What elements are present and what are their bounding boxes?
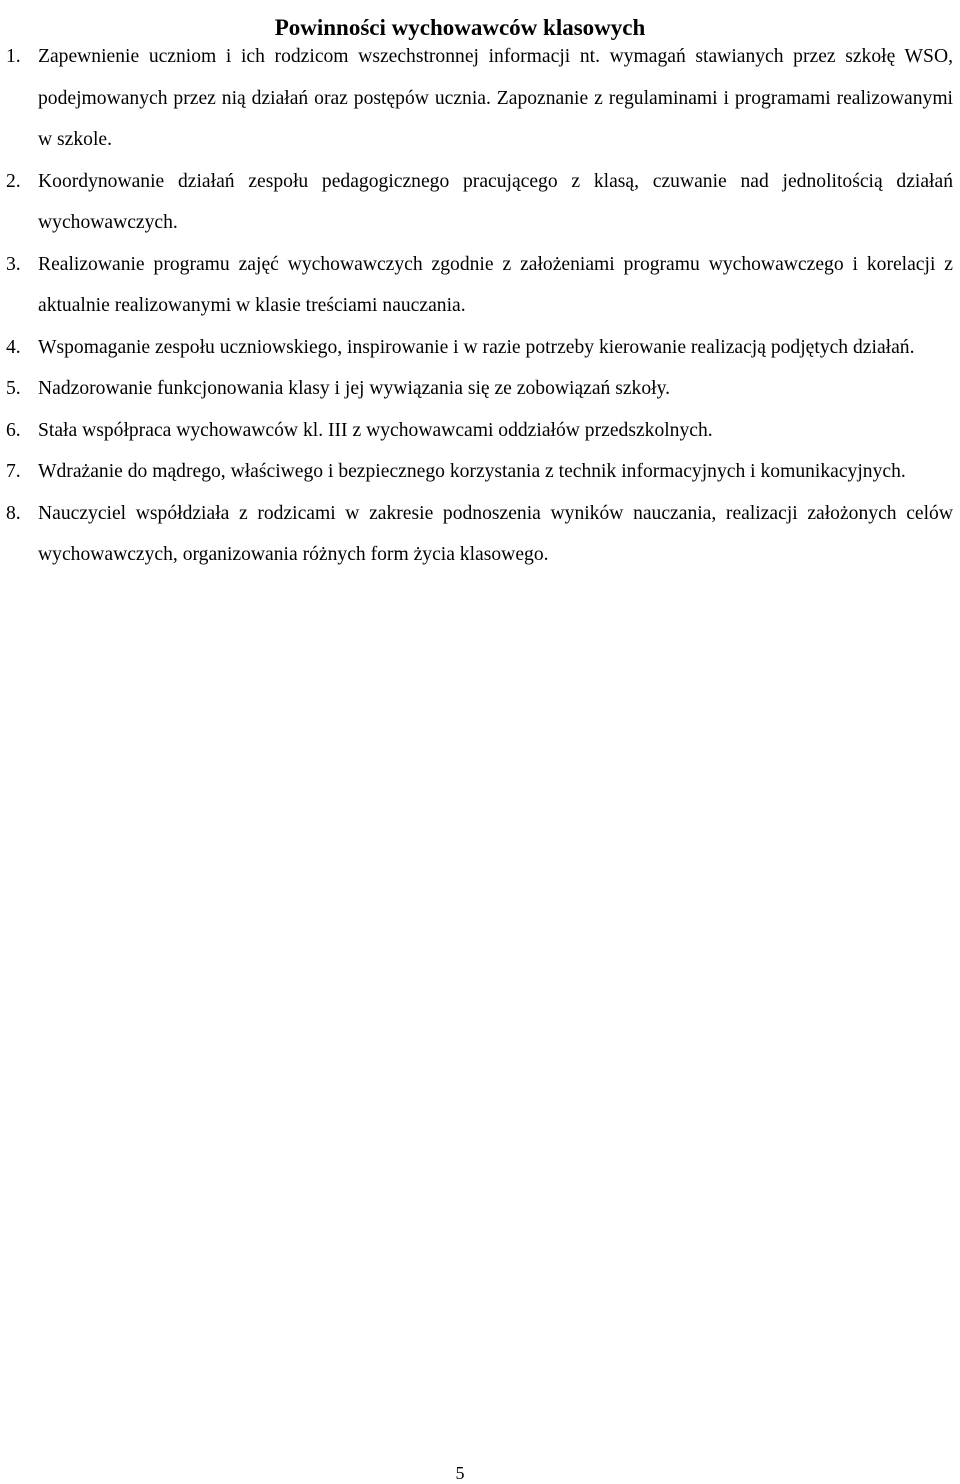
list-item: [0, 36, 960, 161]
item-number: 4.: [6, 336, 21, 358]
item-text: Realizowanie programu zajęć wychowawczych zgodnie z założeniami programu wychowawczego i korelacji z aktualnie realizowanymi w klasie treściami nauczania.: [38, 253, 953, 316]
list-item: [0, 410, 960, 452]
list-item: [0, 451, 960, 493]
page-number: 5: [455, 1463, 465, 1483]
list-item: [0, 161, 960, 244]
item-number: 5.: [6, 378, 21, 399]
item-number: 7.: [6, 461, 21, 482]
duties-list: [0, 36, 960, 576]
item-text: Nauczyciel współdziała z rodzicami w zakresie podnoszenia wyników nauczania, realizacji założonych celów wychowawczych, organizowania różnych form życia klasowego.: [38, 502, 953, 565]
list-item: [0, 493, 960, 576]
list-item: [0, 244, 960, 327]
item-text: Koordynowanie działań zespołu pedagogicznego pracującego z klasą, czuwanie nad jednolitością działań wychowawczych.: [38, 170, 953, 233]
item-text: Wspomaganie zespołu uczniowskiego, inspirowanie i w razie potrzeby kierowanie realizacją podjętych działań.: [38, 336, 915, 358]
item-text: Stała współpraca wychowawców kl. III z wychowawcami oddziałów przedszkolnych.: [38, 419, 713, 441]
item-number: 8.: [6, 502, 21, 524]
list-item: [0, 327, 960, 369]
item-number: 3.: [6, 253, 21, 275]
page-title: Powinności wychowawców klasowych: [274, 15, 646, 41]
item-number: 1.: [6, 46, 21, 67]
item-text: Zapewnienie uczniom i ich rodzicom wszechstronnej informacji nt. wymagań stawianych przez szkołę WSO, podejmowanych przez nią działań oraz postępów ucznia. Zapoznanie z regulaminami i programami realizowanymi w szkole.: [38, 46, 953, 150]
list-item: [0, 368, 960, 410]
item-text: Wdrażanie do mądrego, właściwego i bezpiecznego korzystania z technik informacyjnych i komunikacyjnych.: [38, 461, 906, 482]
item-number: 6.: [6, 419, 21, 441]
item-number: 2.: [6, 170, 21, 192]
item-text: Nadzorowanie funkcjonowania klasy i jej wywiązania się ze zobowiązań szkoły.: [38, 378, 671, 399]
